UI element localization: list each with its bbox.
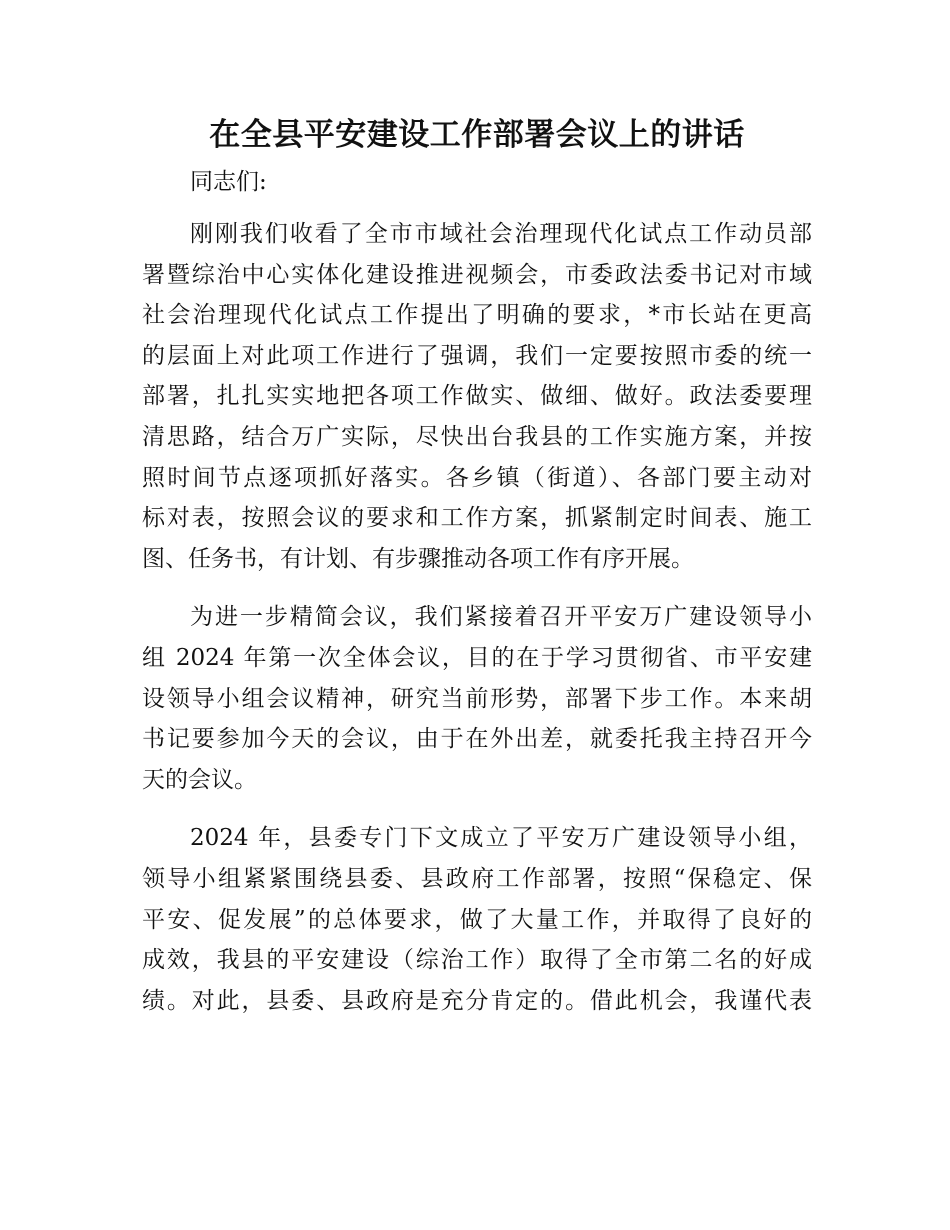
text-line: 为进一步精简会议，我们紧接着召开平安万广建设领导小: [190, 604, 812, 631]
text-line: 清思路，结合万广实际，尽快出台我县的工作实施方案，并按: [142, 423, 812, 450]
paragraph-2: [142, 597, 812, 800]
document-title: 在全县平安建设工作部署会议上的讲话: [209, 117, 745, 153]
text-line: 照时间节点逐项抓好落实。各乡镇（街道）、各部门要主动对: [142, 464, 812, 491]
text-line: 设领导小组会议精神，研究当前形势，部署下步工作。本来胡: [142, 685, 812, 712]
text-line: 绩。对此，县委、县政府是充分肯定的。借此机会，我谨代表: [142, 987, 812, 1014]
text-line: 图、任务书，有计划、有步骤推动各项工作有序开展。: [142, 545, 694, 572]
text-line: 刚刚我们收看了全市市域社会治理现代化试点工作动员部: [190, 221, 812, 247]
text-line: 书记要参加今天的会议，由于在外出差，就委托我主持召开今: [142, 726, 812, 753]
document-page: [142, 108, 812, 1021]
text-line: 平安、促发展”的总体要求，做了大量工作，并取得了良好的: [142, 906, 812, 933]
text-line: 的层面上对此项工作进行了强调，我们一定要按照市委的统一: [142, 342, 812, 369]
text-line: 部署，扎扎实实地把各项工作做实、做细、做好。政法委要理: [142, 383, 812, 410]
text-line: 领导小组紧紧围绕县委、县政府工作部署，按照“保稳定、保: [142, 865, 812, 892]
text-line: 天的会议。: [142, 766, 257, 793]
text-line: 2024 年，县委专门下文成立了平安万广建设领导小组，: [190, 825, 812, 852]
text-line: 署暨综治中心实体化建设推进视频会，市委政法委书记对市域: [142, 261, 812, 288]
greeting: 同志们:: [190, 169, 267, 195]
paragraph-1: [142, 214, 812, 579]
text-line: 社会治理现代化试点工作提出了明确的要求，*市长站在更高: [142, 302, 812, 329]
paragraph-3: [142, 818, 812, 1021]
text-line: 组 2024 年第一次全体会议，目的在于学习贯彻省、市平安建: [142, 644, 812, 671]
text-line: 标对表，按照会议的要求和工作方案，抓紧制定时间表、施工: [142, 505, 812, 532]
text-line: 成效，我县的平安建设（综治工作）取得了全市第二名的好成: [142, 947, 812, 974]
